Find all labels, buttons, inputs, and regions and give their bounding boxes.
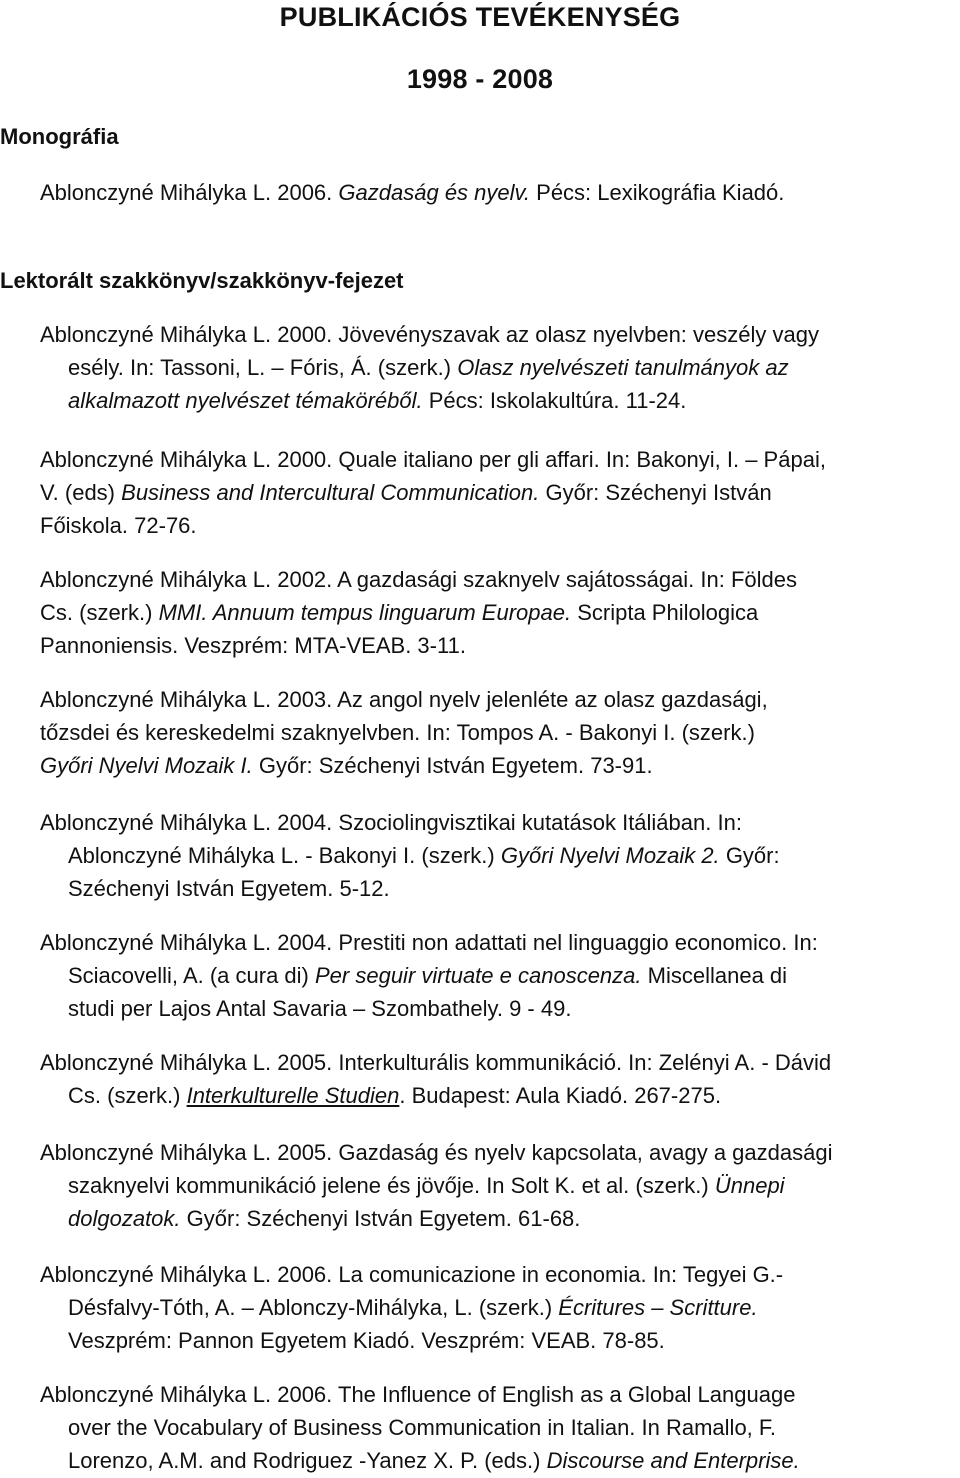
entry-text: Ablonczyné Mihályka L. - Bakonyi I. (szerk.) — [68, 843, 495, 868]
entry-text: Miscellanea di — [647, 963, 788, 988]
entry-title: Business and Intercultural Communication. — [121, 480, 540, 505]
entry-line: Ablonczyné Mihályka L. 2004. Szociolingvisztikai kutatások Itáliában. In: — [40, 810, 742, 835]
chapter-entry — [40, 318, 955, 417]
entry-author: Ablonczyné Mihályka L. 2006. — [40, 180, 333, 205]
entry-title: alkalmazott nyelvészet témaköréből. — [68, 388, 423, 413]
page-title: PUBLIKÁCIÓS TEVÉKENYSÉG — [279, 2, 681, 32]
entry-text: szaknyelvi kommunikáció jelene és jövője. In Solt K. et al. (szerk.) — [68, 1173, 709, 1198]
entry-title: Ünnepi — [714, 1173, 785, 1198]
chapter-entry — [40, 1046, 955, 1112]
entry-text: V. (eds) — [40, 480, 116, 505]
entry-line: Ablonczyné Mihályka L. 2006. The Influence of English as a Global Language — [40, 1382, 796, 1407]
entry-title: Győri Nyelvi Mozaik 2. — [500, 843, 720, 868]
chapter-entry — [40, 563, 955, 662]
chapter-entry — [40, 443, 955, 542]
entry-line — [40, 1291, 955, 1324]
entry-line: Főiskola. 72-76. — [40, 513, 197, 538]
entry-line: Ablonczyné Mihályka L. 2005. Gazdaság és nyelv kapcsolata, avagy a gazdasági — [40, 1140, 833, 1165]
entry-title: Discourse and Enterprise. — [546, 1448, 800, 1473]
entry-line — [40, 384, 955, 417]
entry-line: Ablonczyné Mihályka L. 2003. Az angol nyelv jelenléte az olasz gazdasági, — [40, 687, 768, 712]
entry-text: Sciacovelli, A. (a cura di) — [68, 963, 309, 988]
entry-line — [40, 476, 955, 509]
entry-line — [40, 749, 955, 782]
entry-line — [40, 1169, 955, 1202]
entry-text: Győr: Széchenyi István — [545, 480, 772, 505]
chapter-entry — [40, 806, 955, 905]
entry-text: Győr: — [725, 843, 780, 868]
entry-title: Győri Nyelvi Mozaik I. — [40, 753, 253, 778]
entry-title: Écritures – Scritture. — [558, 1295, 758, 1320]
entry-line: over the Vocabulary of Business Communication in Italian. In Ramallo, F. — [68, 1415, 777, 1440]
entry-title: MMI. Annuum tempus linguarum Europae. — [158, 600, 572, 625]
entry-line: Ablonczyné Mihályka L. 2006. La comunicazione in economia. In: Tegyei G.- — [40, 1262, 784, 1287]
monograph-entry — [40, 178, 955, 208]
entry-line: Ablonczyné Mihályka L. 2002. A gazdasági szaknyelv sajátosságai. In: Földes — [40, 567, 798, 592]
entry-text: Győr: Széchenyi István Egyetem. 73-91. — [258, 753, 653, 778]
entry-line: tőzsdei és kereskedelmi szaknyelvben. In: Tompos A. - Bakonyi I. (szerk.) — [40, 720, 755, 745]
entry-text: Pécs: Iskolakultúra. 11-24. — [428, 388, 687, 413]
entry-line: Ablonczyné Mihályka L. 2000. Jövevényszavak az olasz nyelvben: veszély vagy — [40, 322, 819, 347]
entry-line: Ablonczyné Mihályka L. 2005. Interkulturális kommunikáció. In: Zelényi A. - Dávid — [40, 1050, 832, 1075]
entry-text: Cs. (szerk.) — [68, 1083, 181, 1108]
entry-line — [40, 1202, 955, 1235]
entry-text: Cs. (szerk.) — [40, 600, 153, 625]
entry-line: Széchenyi István Egyetem. 5-12. — [68, 876, 390, 901]
section-heading-monograph: Monográfia — [0, 124, 119, 149]
entry-text: . Budapest: Aula Kiadó. 267-275. — [399, 1083, 722, 1108]
entry-text: Győr: Széchenyi István Egyetem. 61-68. — [186, 1206, 581, 1231]
chapter-entry — [40, 1378, 955, 1477]
entry-line — [40, 351, 955, 384]
entry-line: Pannoniensis. Veszprém: MTA-VEAB. 3-11. — [40, 633, 466, 658]
entry-title: dolgozatok. — [68, 1206, 181, 1231]
entry-title: Per seguir virtuate e canoscenza. — [315, 963, 642, 988]
entry-text: Scripta Philologica — [577, 600, 759, 625]
entry-line: Ablonczyné Mihályka L. 2000. Quale italiano per gli affari. In: Bakonyi, I. – Pápai, — [40, 447, 826, 472]
chapter-entry — [40, 1136, 955, 1235]
entry-line: studi per Lajos Antal Savaria – Szombathely. 9 - 49. — [68, 996, 572, 1021]
entry-text: esély. In: Tassoni, L. – Fóris, Á. (szerk.) — [68, 355, 452, 380]
entry-publisher: Pécs: Lexikográfia Kiadó. — [536, 180, 785, 205]
entry-text: Lorenzo, A.M. and Rodriguez -Yanez X. P. (eds.) — [68, 1448, 541, 1473]
page-subtitle-years: 1998 - 2008 — [406, 64, 554, 94]
entry-title: Interkulturelle Studien — [186, 1083, 400, 1108]
entry-line — [40, 839, 955, 872]
entry-line — [40, 1079, 955, 1112]
entry-line — [40, 1444, 955, 1477]
entry-line: Veszprém: Pannon Egyetem Kiadó. Veszprém: VEAB. 78-85. — [68, 1328, 665, 1353]
entry-text: Désfalvy-Tóth, A. – Ablonczy-Mihályka, L. (szerk.) — [68, 1295, 553, 1320]
entry-line — [40, 596, 955, 629]
chapter-entry — [40, 683, 955, 782]
chapter-entry — [40, 926, 955, 1025]
section-heading-chapters: Lektorált szakkönyv/szakkönyv-fejezet — [0, 268, 404, 293]
entry-line: Ablonczyné Mihályka L. 2004. Prestiti non adattati nel linguaggio economico. In: — [40, 930, 818, 955]
entry-title: Olasz nyelvészeti tanulmányok az — [457, 355, 789, 380]
entry-title: Gazdaság és nyelv. — [338, 180, 531, 205]
chapter-entry — [40, 1258, 955, 1357]
entry-line — [40, 959, 955, 992]
